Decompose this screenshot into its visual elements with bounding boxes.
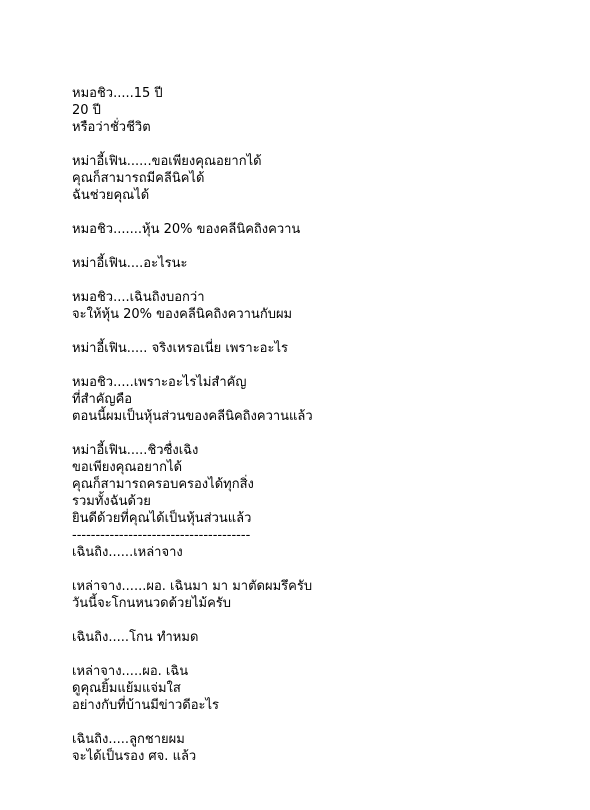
text-line: หมอชิว.....15 ปี — [72, 86, 163, 101]
text-line: เฉินถิง.....โกน ทำหมด — [72, 630, 199, 645]
blank-line — [72, 714, 572, 731]
dialogue-text-block — [72, 85, 572, 765]
text-line: รวมทั้งฉันด้วย — [72, 494, 151, 509]
text-line: 20 ปี — [72, 103, 101, 118]
separator-line: -------------------------------------- — [72, 528, 251, 543]
text-line: เฉินถิง......เหล่าจาง — [72, 545, 183, 560]
blank-line — [72, 612, 572, 629]
text-line: คุณก็สามารถครอบครองได้ทุกสิ่ง — [72, 477, 254, 492]
text-line: ยินดีด้วยที่คุณได้เป็นหุ้นส่วนแล้ว — [72, 511, 252, 526]
text-line: จะให้หุ้น 20% ของคลีนิคถิงควานกับผม — [72, 307, 293, 322]
text-line: เฉินถิง.....ลูกชายผม — [72, 732, 185, 747]
blank-line — [72, 357, 572, 374]
blank-line — [72, 238, 572, 255]
text-line: หม่าอี้เฟิน....อะไรนะ — [72, 256, 188, 271]
text-line: เหล่าจาง......ผอ. เฉินมา มา มาตัดผมรึครับ — [72, 579, 313, 594]
blank-line — [72, 136, 572, 153]
text-line: จะได้เป็นรอง ศจ. แล้ว — [72, 749, 197, 764]
text-line: หม่าอี้เฟิน..... จริงเหรอเนี่ย เพราะอะไร — [72, 341, 288, 356]
text-line: หมอชิว.....เพราะอะไรไม่สำคัญ — [72, 375, 247, 390]
text-line: ขอเพียงคุณอยากได้ — [72, 460, 183, 475]
blank-line — [72, 646, 572, 663]
text-line: ที่สำคัญคือ — [72, 392, 133, 407]
blank-line — [72, 272, 572, 289]
text-line: เหล่าจาง.....ผอ. เฉิน — [72, 664, 189, 679]
text-line: อย่างกับที่บ้านมีข่าวดีอะไร — [72, 698, 220, 713]
text-line: หม่าอี้เฟิน......ขอเพียงคุณอยากได้ — [72, 154, 262, 169]
text-line: ดูคุณยิ้มแย้มแจ่มใส — [72, 681, 181, 696]
text-line: หมอชิว....เฉินถิงบอกว่า — [72, 290, 205, 305]
text-line: คุณก็สามารถมีคลีนิคได้ — [72, 171, 205, 186]
text-line: หรือว่าชั่วชีวิต — [72, 120, 151, 135]
blank-line — [72, 323, 572, 340]
text-line: หมอชิว.......หุ้น 20% ของคลีนิคถิงควาน — [72, 222, 301, 237]
text-line: ตอนนี้ผมเป็นหุ้นส่วนของคลีนิคถิงควานแล้ว — [72, 409, 313, 424]
text-line: วันนี้จะโกนหนวดด้วยไม้ครับ — [72, 596, 232, 611]
text-line: ฉันช่วยคุณได้ — [72, 188, 150, 203]
blank-line — [72, 561, 572, 578]
text-line: หม่าอี้เฟิน.....ชิวซื่งเฉิง — [72, 443, 199, 458]
blank-line — [72, 204, 572, 221]
blank-line — [72, 425, 572, 442]
